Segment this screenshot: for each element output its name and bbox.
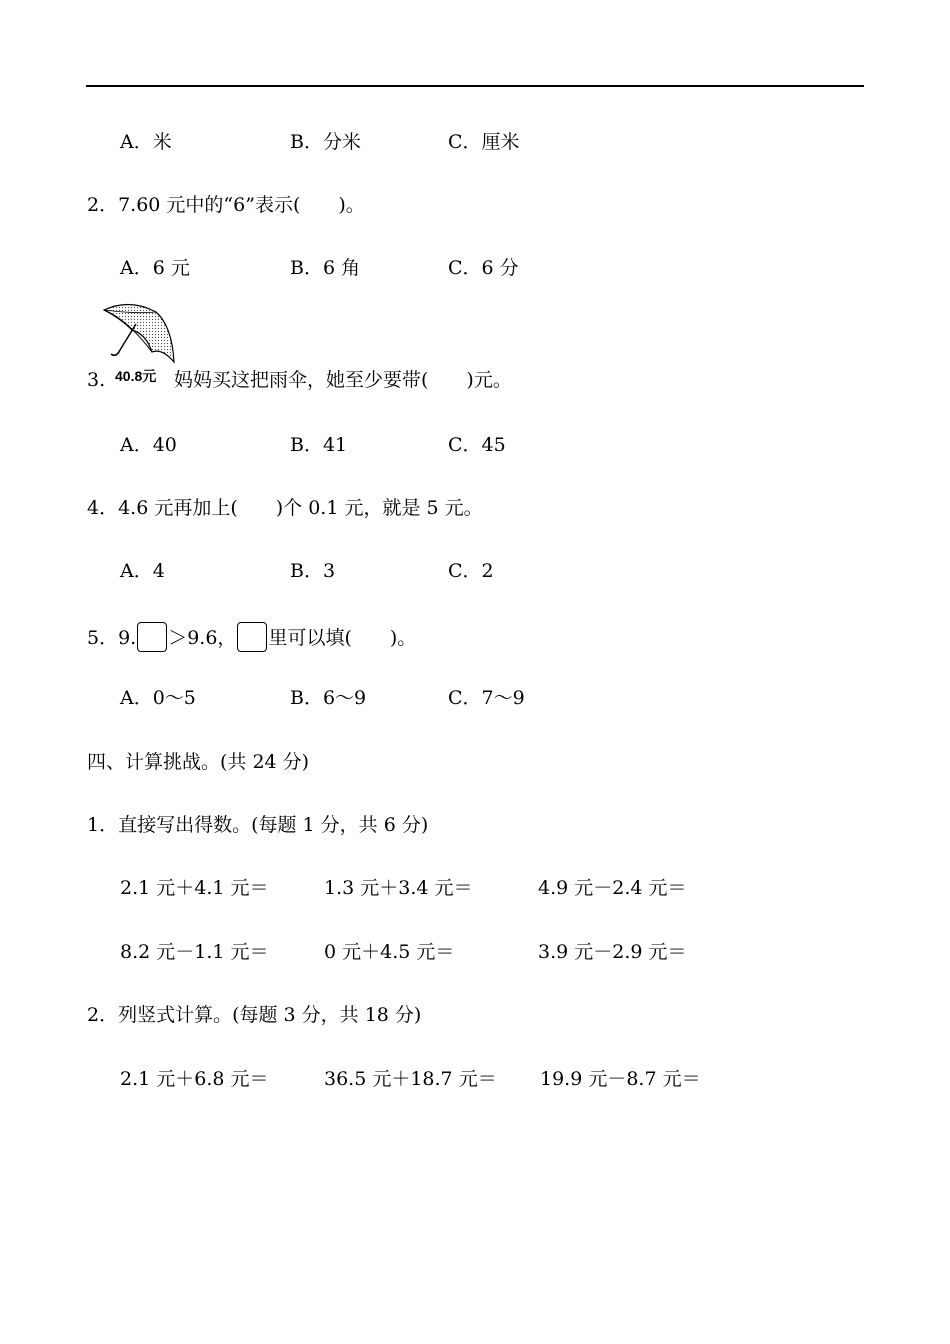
q1-option-a[interactable]: A．米 xyxy=(120,131,172,153)
q4-option-a[interactable]: A．4 xyxy=(120,560,165,582)
q2-option-c[interactable]: C．6 分 xyxy=(448,257,519,279)
calc-2-3: 3.9 元－2.9 元＝ xyxy=(538,941,687,963)
q5-option-c[interactable]: C．7～9 xyxy=(448,687,525,709)
q4-option-c[interactable]: C．2 xyxy=(448,560,494,582)
calc-2-1: 8.2 元－1.1 元＝ xyxy=(120,941,269,963)
q5-part2: ＞9.6， xyxy=(168,627,237,649)
q2-option-b[interactable]: B．6 角 xyxy=(290,257,361,279)
q5-option-b[interactable]: B．6～9 xyxy=(290,687,367,709)
q5-part1: 5．9. xyxy=(87,627,137,649)
calc-1-3: 4.9 元－2.4 元＝ xyxy=(538,877,687,899)
q3-option-a[interactable]: A．40 xyxy=(120,434,177,456)
section4-sub1-title: 1．直接写出得数。(每题 1 分，共 6 分) xyxy=(87,814,429,836)
section4-sub2-title: 2．列竖式计算。(每题 3 分，共 18 分) xyxy=(87,1004,422,1026)
calc-1-2: 1.3 元＋3.4 元＝ xyxy=(324,877,473,899)
q4-stem: 4．4.6 元再加上( )个 0.1 元，就是 5 元。 xyxy=(87,497,483,519)
vertical-calc-1: 2.1 元＋6.8 元＝ xyxy=(120,1068,269,1090)
q3-option-c[interactable]: C．45 xyxy=(448,434,506,456)
q5-option-a[interactable]: A．0～5 xyxy=(120,687,196,709)
q4-option-b[interactable]: B．3 xyxy=(290,560,336,582)
q3-number: 3. xyxy=(87,369,106,391)
blank-box xyxy=(237,622,267,652)
calc-1-1: 2.1 元＋4.1 元＝ xyxy=(120,877,269,899)
q5-part3: 里可以填( )。 xyxy=(268,627,417,649)
umbrella-icon xyxy=(100,300,178,366)
q1-option-c[interactable]: C．厘米 xyxy=(448,131,520,153)
q3-option-b[interactable]: B．41 xyxy=(290,434,348,456)
vertical-calc-3: 19.9 元－8.7 元＝ xyxy=(540,1068,701,1090)
q5-stem xyxy=(87,622,416,652)
section4-title: 四、计算挑战。(共 24 分) xyxy=(87,751,310,773)
vertical-calc-2: 36.5 元＋18.7 元＝ xyxy=(324,1068,497,1090)
q3-stem: 妈妈买这把雨伞，她至少要带( )元。 xyxy=(174,369,512,391)
umbrella-price-label: 40.8元 xyxy=(115,368,157,384)
q2-stem: 2．7.60 元中的“6”表示( )。 xyxy=(87,194,365,216)
q2-option-a[interactable]: A．6 元 xyxy=(120,257,190,279)
top-rule xyxy=(86,85,864,87)
blank-box xyxy=(137,622,167,652)
q1-option-b[interactable]: B．分米 xyxy=(290,131,361,153)
calc-2-2: 0 元＋4.5 元＝ xyxy=(324,941,455,963)
